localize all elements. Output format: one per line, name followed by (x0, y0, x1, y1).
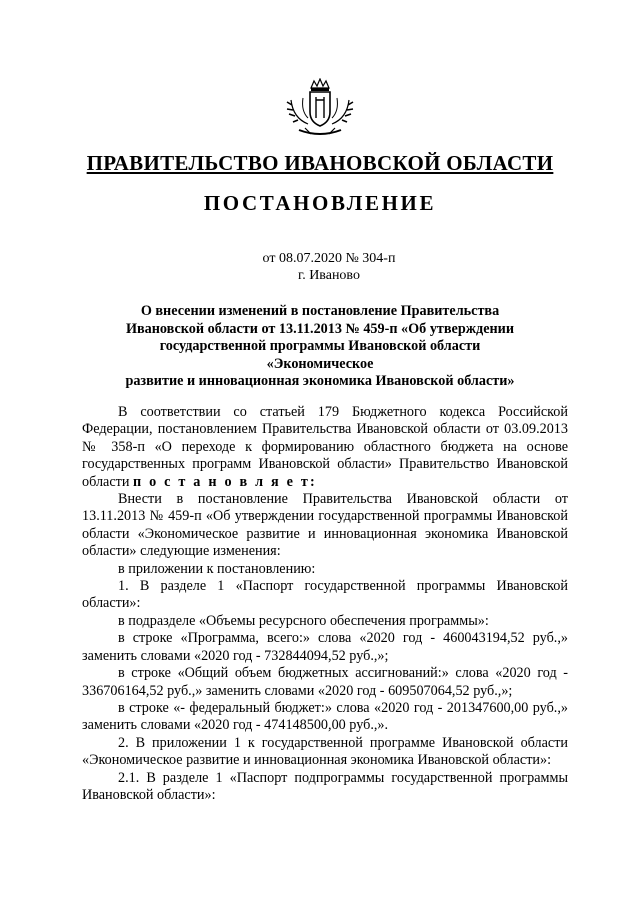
body-paragraph: 2.1. В разделе 1 «Паспорт подпрограммы государственной программы Ивановской области»: (82, 769, 568, 803)
body-paragraph: в строке «Программа, всего:» слова «2020 год - 460043194,52 руб.,» заменить словами «2020 год - 732844094,52 руб.,»; (82, 630, 568, 664)
subject-line: развитие и инновационная экономика Ивановской области» (125, 373, 515, 389)
body-paragraph: в строке «Общий объем бюджетных ассигнований:» слова «2020 год - 336706164,52 руб.,» заменить словами «2020 год - 609507064,52 руб.,»; (82, 665, 568, 699)
body-paragraph: в приложении к постановлению: (118, 560, 316, 577)
subject-line: государственной программы Ивановской области «Экономическое (159, 338, 481, 372)
document-subject (110, 303, 530, 391)
body-paragraph: Внести в постановление Правительства Ивановской области от 13.11.2013 № 459-п «Об утверждении государственной программы Ивановской области «Экономическое развитие и инновационная экономика Ивановской области» следующие изменения: (82, 491, 568, 560)
body-paragraph: в подразделе «Объемы ресурсного обеспечения программы»: (118, 612, 489, 629)
subject-line: О внесении изменений в постановление Правительства (140, 303, 500, 319)
body-paragraph: 2. В приложении 1 к государственной программе Ивановской области «Экономическое развитие и инновационная экономика Ивановской области»: (82, 734, 568, 769)
paragraph-text: В соответствии со статьей 179 Бюджетного кодекса Российской Федерации, постановлением Правительства Ивановской области от 03.09.2013 № 358-п «О переходе к формированию областного бюджета на основе государственных программ Ивановской области» Правительство Ивановской области (82, 404, 568, 490)
body-paragraph (82, 404, 568, 491)
subject-line: Ивановской области от 13.11.2013 № 459-п «Об утверждении (125, 320, 515, 337)
date-number: от 08.07.2020 № 304-п (262, 251, 396, 266)
resolution-keyword: п о с т а н о в л я е т: (132, 473, 317, 490)
coat-of-arms-emblem (281, 78, 359, 140)
date-and-number-block (214, 250, 444, 284)
document-body (82, 404, 568, 804)
body-paragraph: 1. В разделе 1 «Паспорт государственной программы Ивановской области»: (82, 578, 568, 612)
body-paragraph: в строке «- федеральный бюджет:» слова «2020 год - 201347600,00 руб.,» заменить словами «2020 год - 474148500,00 руб.,». (82, 699, 568, 734)
city: г. Иваново (298, 268, 360, 283)
government-title: ПРАВИТЕЛЬСТВО ИВАНОВСКОЙ ОБЛАСТИ (86, 151, 554, 175)
document-type-title: ПОСТАНОВЛЕНИЕ (203, 191, 437, 215)
